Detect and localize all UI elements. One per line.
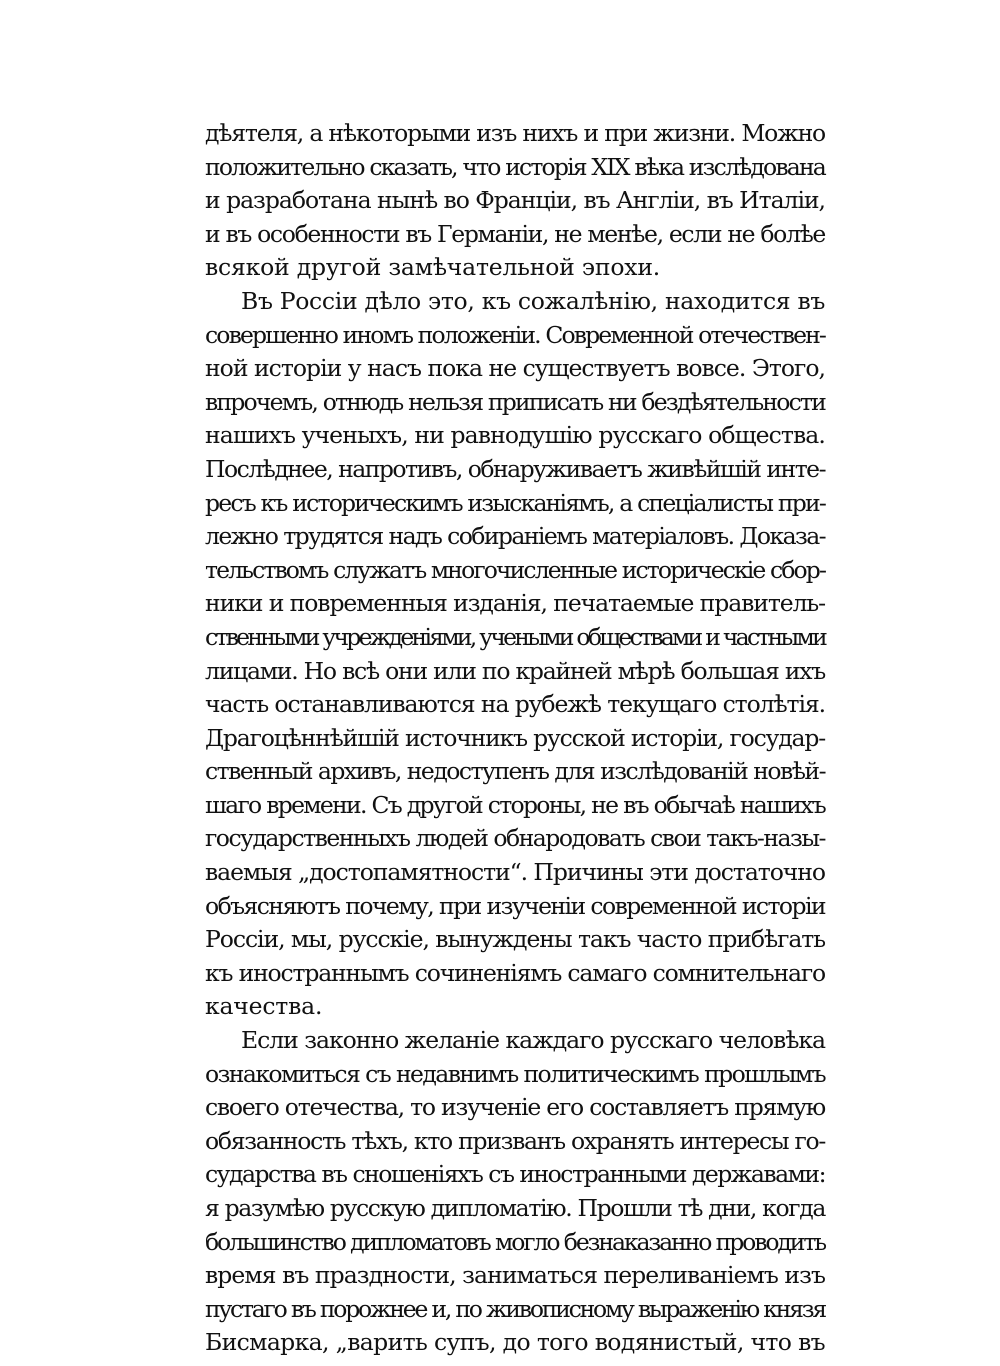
text-line: ники и повременныя изданія, печатаемые правитель- [205,589,825,618]
text-line: къ иностраннымъ сочиненіямъ самаго сомнительнаго [205,958,825,987]
text-line: и въ особенности въ Германіи, не менѣе, если не болѣе [205,219,825,248]
text-line: часть останавливаются на рубежѣ текущаго столѣтія. [205,690,825,719]
text-line: тельствомъ служатъ многочисленные историческіе сбор- [205,555,825,584]
text-line: ознакомиться съ недавнимъ политическимъ прошлымъ [205,1059,825,1088]
text-line: Россіи, мы, русскіе, вынуждены такъ часто прибѣгать [205,925,825,954]
paragraph-3 [205,1024,825,1360]
text-line: объясняютъ почему, при изученіи современной исторіи [205,891,825,920]
paragraph-1 [205,117,825,285]
text-line: ресъ къ историческимъ изысканіямъ, а спеціалисты при- [205,488,825,517]
text-line: нашихъ ученыхъ, ни равнодушію русскаго общества. [205,421,826,450]
text-line: пустаго въ порожнее и, по живописному выраженію князя [205,1294,825,1323]
text-line: я разумѣю русскую дипломатію. Прошли тѣ дни, когда [205,1194,825,1222]
text-line: впрочемъ, отнюдь нельзя приписать ни бездѣятельности [205,387,825,416]
text-line: всякой другой замѣчательной эпохи. [205,253,661,282]
text-line: сударства въ сношеніяхъ съ иностранными державами: [205,1160,825,1189]
text-line: ваемыя „достопамятности“. Причины эти достаточно [205,858,825,887]
text-line: Если законно желаніе каждаго русскаго человѣка [241,1026,825,1055]
text-line: ной исторіи у насъ пока не существуетъ вовсе. Этого, [205,354,825,383]
text-line: положительно сказать, что исторія XIX вѣка изслѣдована [205,152,825,181]
text-line: качества. [205,992,323,1021]
text-line: лежно трудятся надъ собираніемъ матеріаловъ. Доказа- [205,522,825,551]
text-line: Въ Россіи дѣло это, къ сожалѣнію, находится въ [241,286,825,315]
paragraph-2 [205,285,825,1024]
text-line: Послѣднее, напротивъ, обнаруживаетъ живѣйшій инте- [205,454,825,483]
text-line: совершенно иномъ положеніи. Современной отечествен- [205,320,825,349]
text-line: своего отечества, то изученіе его составляетъ прямую [205,1093,825,1122]
text-line: дѣятеля, а нѣкоторыми изъ нихъ и при жизни. Можно [205,119,825,147]
body-text [205,117,825,1360]
text-line: ственными учрежденіями, учеными обществами и частными [205,622,825,651]
text-line: большинство дипломатовъ могло безнаказанно проводить [205,1227,825,1256]
text-line: лицами. Но всѣ они или по крайней мѣрѣ большая ихъ [205,656,825,685]
text-line: Драгоцѣннѣйшій источникъ русской исторіи, государ- [205,723,825,752]
text-line: и разработана нынѣ во Франціи, въ Англіи, въ Италіи, [205,186,825,215]
text-line: время въ праздности, заниматься переливаніемъ изъ [205,1261,825,1290]
text-line: Бисмарка, „варить супъ, до того водянистый, что въ [205,1328,825,1357]
text-line: шаго времени. Съ другой стороны, не въ обычаѣ нашихъ [205,790,825,819]
text-line: государственныхъ людей обнародовать свои такъ-назы- [205,824,825,853]
text-line: обязанность тѣхъ, кто призванъ охранять интересы го- [205,1126,825,1155]
text-line: ственный архивъ, недоступенъ для изслѣдованій новѣй- [205,757,825,786]
